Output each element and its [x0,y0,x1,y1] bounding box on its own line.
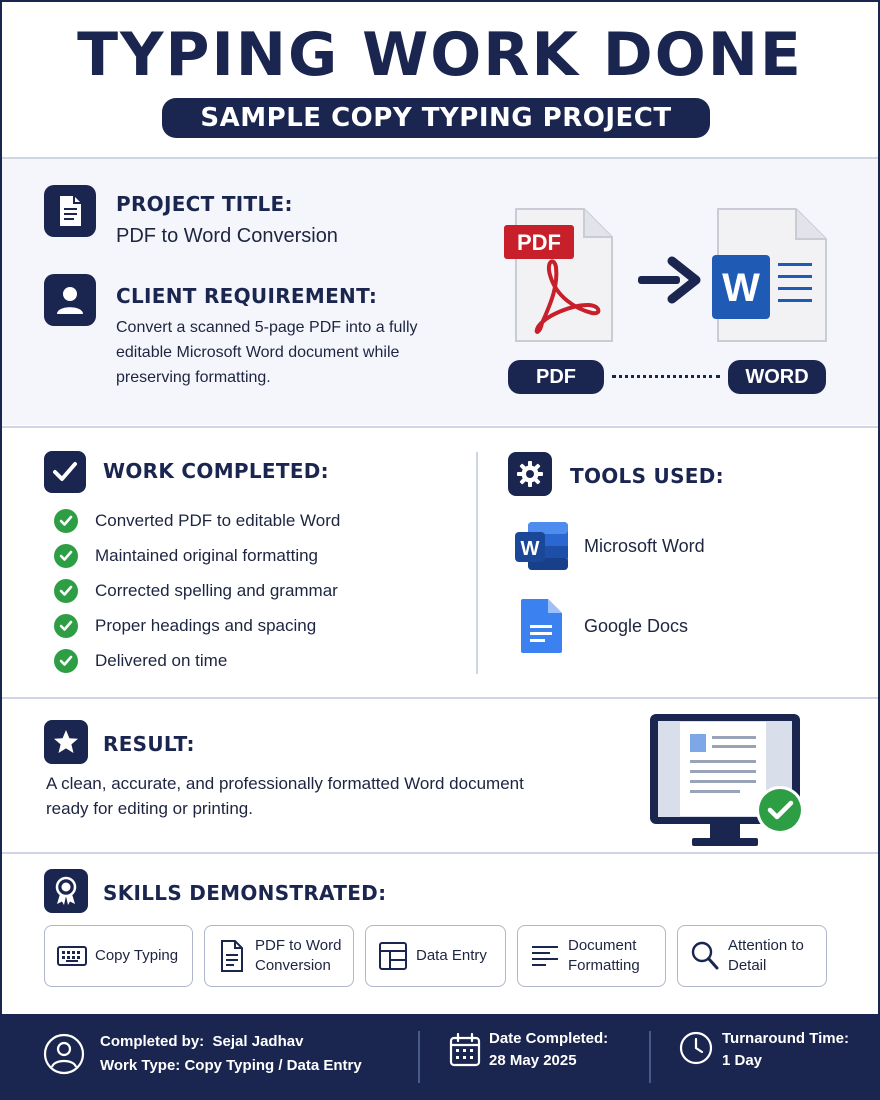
divider [2,697,878,699]
subtitle-banner: SAMPLE COPY TYPING PROJECT [162,98,710,138]
work-item: Converted PDF to editable Word [54,508,340,534]
skill-label: Document Formatting [568,937,640,974]
right-arrow-icon [638,261,696,299]
word-letter: W [722,266,760,310]
vertical-divider [476,452,478,674]
client-requirement-heading: CLIENT REQUIREMENT: [116,284,378,308]
keyboard-icon [57,939,87,973]
checkbox-icon [44,451,86,493]
pdf-badge-text: PDF [517,230,561,255]
work-item: Proper headings and spacing [54,613,316,639]
work-item: Delivered on time [54,648,227,674]
check-icon [54,544,78,568]
completed-by: Completed by: Sejal Jadhav [100,1033,304,1050]
project-title-heading: PROJECT TITLE: [116,192,293,216]
turnaround-label: Turnaround Time: [722,1030,849,1047]
pdf-file-icon [504,209,612,341]
align-left-icon [530,939,560,973]
tools-used-heading: TOOLS USED: [570,464,724,488]
check-icon [54,509,78,533]
document-icon [44,185,96,237]
work-type: Work Type: Copy Typing / Data Entry [100,1057,362,1074]
word-label-tag: WORD [728,360,826,394]
work-item: Maintained original formatting [54,543,318,569]
magnifier-icon [690,939,720,973]
pdf-to-word-graphic [500,205,830,347]
divider [2,852,878,854]
check-icon [54,649,78,673]
user-icon [44,274,96,326]
google-docs-icon [518,598,564,654]
date-completed-value: 28 May 2025 [489,1052,577,1069]
footer-bar [0,1014,880,1100]
clock-icon [679,1031,713,1065]
svg-text:W: W [520,538,540,560]
result-text: A clean, accurate, and professionally formatted Word document ready for editing or printing. [46,774,524,818]
skill-card-document-formatting [517,925,666,987]
pdf-label-tag: PDF [508,360,604,394]
calendar-icon [449,1033,481,1067]
skill-card-pdf-to-word [204,925,354,987]
divider [2,426,878,428]
table-icon [378,939,408,973]
check-icon [54,579,78,603]
turnaround-value: 1 Day [722,1052,763,1069]
skill-label: PDF to Word Conversion [255,937,342,974]
skill-label: Attention to Detail [728,937,804,974]
project-title-value: PDF to Word Conversion [116,225,338,247]
gear-icon [508,452,552,496]
skill-label: Data Entry [416,947,487,964]
tool-label: Microsoft Word [584,536,705,556]
client-requirement-text: Convert a scanned 5-page PDF into a fully editable Microsoft Word document while preserving formatting. [116,319,418,386]
result-heading: RESULT: [103,732,195,756]
monitor-icon [648,712,808,852]
microsoft-word-icon [514,520,570,572]
skill-card-data-entry [365,925,506,987]
work-item: Corrected spelling and grammar [54,578,338,604]
skills-heading: SKILLS DEMONSTRATED: [103,881,387,905]
page-title: TYPING WORK DONE [77,20,803,90]
document-icon [217,939,247,973]
footer-divider [418,1031,420,1083]
tool-label: Google Docs [584,616,689,636]
award-ribbon-icon [44,869,88,913]
skill-card-copy-typing [44,925,193,987]
check-icon [54,614,78,638]
star-icon [44,720,88,764]
work-completed-heading: WORK COMPLETED: [103,459,329,483]
date-completed-label: Date Completed: [489,1030,609,1047]
skill-card-attention-to-detail [677,925,827,987]
footer-divider [649,1031,651,1083]
skill-label: Copy Typing [95,947,179,964]
dotted-connector [612,375,720,378]
user-avatar-icon [43,1033,85,1075]
